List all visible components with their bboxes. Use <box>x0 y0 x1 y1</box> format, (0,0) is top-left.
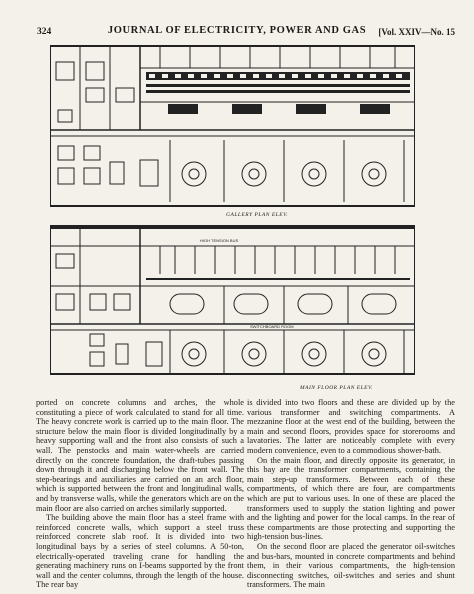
left-text-column <box>36 398 244 590</box>
right-text-column <box>247 398 455 590</box>
gallery-plan-caption: GALLERY PLAN ELEV. <box>226 212 289 218</box>
main-floor-plan-drawing <box>50 224 415 384</box>
main-floor-plan-figure <box>50 224 415 384</box>
high-tension-bus-label: HIGH TENSION BUS <box>200 238 239 243</box>
page-number: 324 <box>37 27 52 37</box>
paragraph: ported on concrete columns and arches, the whole constituting a piece of work calculated to stand for all time. The heavy concrete work is carried up to the main floor. The structure below the main floor is divided longitudinally by a heavy supporting wall and the front also consists of such a wall. The penstocks and main water-wheels are carried directly on the concrete foundation, the draft-tubes passing down through it and discharging below the front wall. The step-bearings and auxiliaries are carried on an arch floor, which is supported between the front and longitudinal walls, and by transverse walls, while the generators which are on the main floor are also carried on arches similarly supported. <box>36 398 244 513</box>
paragraph: is divided into two floors and these are divided up by the various transformer and switching compartments. A mezzanine floor at the west end of the building, between the main and second floors, provides space for storerooms and lavatories. The latter are noticeably complete with every modern convenience, even to a commodious shower-bath. <box>247 398 455 455</box>
page-header <box>0 0 474 40</box>
gallery-plan-drawing <box>50 40 415 210</box>
paragraph: On the second floor are placed the generator oil-switches and bus-bars, mounted in concrete compartments and behind them, in their various compartments, the high-tension disconnecting switches, oil-switches and series and shunt transformers. The main <box>247 541 455 590</box>
gallery-plan-figure <box>50 40 415 210</box>
paragraph: The building above the main floor has a steel frame with reinforced concrete walls, which support a steel truss reinforced concrete slab roof. It is divided into two longitudinal bays by a series of steel columns. A 50-ton, electrically-operated traveling crane for handling the generating machinery runs on I-beams supported by the front wall and the center columns, through the length of the house. The rear bay <box>36 513 244 590</box>
journal-title: JOURNAL OF ELECTRICITY, POWER AND GAS <box>107 25 367 36</box>
switchboard-room-label: SWITCHBOARD ROOM <box>250 324 294 329</box>
main-floor-plan-caption: MAIN FLOOR PLAN ELEV. <box>300 385 374 391</box>
paragraph: On the main floor, and directly opposite its generator, in this bay are the transformer compartments, containing the main step-up transformers. Between each of these compartments, of which there are four, are compartments which are put to various uses. In one of these are placed the transformers used to supply the station lighting and power and the lighting and power for the local camps. In the rear of these compartments are those protecting and supporting the high-tension bus-lines. <box>247 455 455 542</box>
volume-issue: [Vol. XXIV—No. 15 <box>378 27 455 37</box>
